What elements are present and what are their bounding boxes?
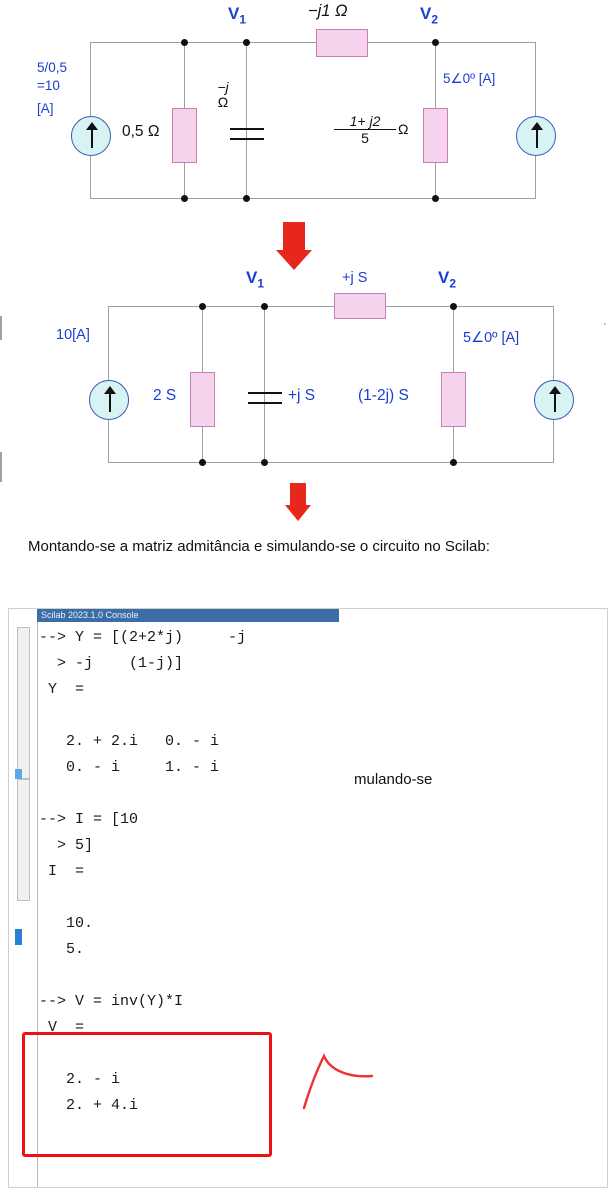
node-label-v1: [246, 268, 264, 290]
capacitor-label: [208, 80, 238, 111]
console-line-2: Y =: [39, 681, 85, 698]
node-label-v1-text: V: [228, 4, 240, 23]
console-line-12: 5.: [39, 941, 85, 958]
resistor-left-label: 0,5 Ω: [122, 123, 160, 140]
console-dock-handle-top[interactable]: [17, 627, 30, 779]
arrow-head-icon: [86, 122, 98, 130]
scan-edge-mark-2: [0, 452, 2, 482]
node-dot-v2: [450, 303, 457, 310]
capacitor-label-top: −j: [217, 79, 229, 95]
node-dot-bottom-cap: [243, 195, 250, 202]
capacitor-plate-bottom: [248, 402, 282, 404]
down-arrow-icon-1: [272, 222, 316, 272]
console-line-7: --> I = [10: [39, 811, 139, 828]
circuit-diagram-admittances: [56, 268, 578, 477]
admittance-box-left: [190, 372, 215, 427]
current-source-right: [534, 380, 574, 420]
scan-edge-tick: ·: [603, 318, 607, 330]
capacitor-plate-top: [230, 128, 264, 130]
console-line-5: 0. - i 1. - i: [39, 759, 220, 776]
overlay-note-text: mulando-se: [354, 771, 433, 788]
fraction-numerator: 1+ j2: [349, 113, 381, 129]
wire-bottom: [90, 198, 535, 199]
left-source-label-line1: 5/0,5: [37, 60, 68, 75]
node-dot-bottom-z2: [432, 195, 439, 202]
console-line-15: V =: [39, 1019, 85, 1036]
fraction-denominator: 5: [361, 130, 369, 147]
current-source-left: [89, 380, 129, 420]
series-admittance-box: [334, 293, 386, 319]
console-title-bar: Scilab 2023.1.0 Console: [37, 609, 339, 622]
node-label-v1: [228, 4, 246, 26]
wire-bottom: [108, 462, 553, 463]
node-dot-v1: [243, 39, 250, 46]
node-label-v2-sub: 2: [449, 276, 457, 291]
node-label-v1-text: V: [246, 268, 258, 287]
series-impedance-box: [316, 29, 368, 57]
wire-top: [108, 306, 553, 307]
circuit-diagram-impedances: [37, 2, 560, 213]
arrow-tip: [276, 250, 312, 270]
current-source-right: [516, 116, 556, 156]
series-impedance-label: −j1 Ω: [308, 2, 348, 20]
annotation-squiggle-icon: [300, 1048, 390, 1118]
wire-branch-cap: [246, 42, 247, 199]
node-dot-bottom-y1: [199, 459, 206, 466]
arrow-head-icon: [104, 386, 116, 394]
arrow-head-icon: [549, 386, 561, 394]
console-scroll-marker-light[interactable]: [15, 769, 22, 779]
node-dot-bottom-cap: [261, 459, 268, 466]
arrow-tip: [285, 505, 311, 521]
left-source-label-line3: [A]: [37, 101, 54, 116]
node-dot-bottom-y2: [450, 459, 457, 466]
console-line-18: 2. + 4.i: [39, 1097, 139, 1114]
admittance-left-label: 2 S: [153, 387, 177, 404]
capacitor-plate-top: [248, 392, 282, 394]
console-line-1: > -j (1-j)]: [39, 655, 184, 672]
result-highlight-box: [22, 1032, 272, 1157]
console-line-0: --> Y = [(2+2*j) -j: [39, 629, 247, 646]
current-source-left: [71, 116, 111, 156]
node-label-v2: [438, 268, 456, 290]
console-line-9: I =: [39, 863, 85, 880]
console-dock-handle-mid[interactable]: [17, 779, 30, 901]
series-admittance-label: +j S: [342, 270, 368, 286]
node-dot-top-y1: [199, 303, 206, 310]
capacitor-label: +j S: [288, 387, 316, 404]
arrow-head-icon: [531, 122, 543, 130]
resistor-box-left: [172, 108, 197, 163]
node-dot-v1: [261, 303, 268, 310]
node-dot-bottom-r1: [181, 195, 188, 202]
console-line-17: 2. - i: [39, 1071, 121, 1088]
down-arrow-icon-2: [282, 483, 314, 525]
wire-branch-cap: [264, 306, 265, 463]
node-label-v1-sub: 1: [257, 276, 265, 291]
console-line-11: 10.: [39, 915, 94, 932]
arrow-stem: [283, 222, 305, 252]
console-line-8: > 5]: [39, 837, 94, 854]
arrow-stem: [290, 483, 306, 507]
right-source-label: 5∠0º [A]: [463, 330, 520, 346]
console-line-4: 2. + 2.i 0. - i: [39, 733, 220, 750]
node-dot-v2: [432, 39, 439, 46]
node-dot-top-r1: [181, 39, 188, 46]
left-source-label-line2: =10: [37, 78, 60, 93]
impedance-branch-unit: Ω: [398, 121, 409, 137]
console-scroll-marker[interactable]: [15, 929, 22, 945]
node-label-v2-text: V: [420, 4, 432, 23]
left-source-label: 10[A]: [56, 327, 90, 343]
impedance-branch-fraction: [334, 113, 396, 146]
node-label-v2: [420, 4, 438, 26]
node-label-v2-text: V: [438, 268, 450, 287]
node-label-v1-sub: 1: [239, 12, 247, 27]
node-label-v2-sub: 2: [431, 12, 439, 27]
console-line-14: --> V = inv(Y)*I: [39, 993, 184, 1010]
scan-edge-mark-1: [0, 316, 2, 340]
capacitor-label-bottom: Ω: [217, 94, 229, 111]
right-source-label: 5∠0º [A]: [443, 71, 496, 86]
capacitor-plate-bottom: [230, 138, 264, 140]
wire-top: [90, 42, 535, 43]
admittance-box-right: [441, 372, 466, 427]
impedance-box-right: [423, 108, 448, 163]
admittance-right-label: (1-2j) S: [358, 387, 409, 404]
explanatory-paragraph: Montando-se a matriz admitância e simulando-se o circuito no Scilab:: [28, 538, 490, 555]
